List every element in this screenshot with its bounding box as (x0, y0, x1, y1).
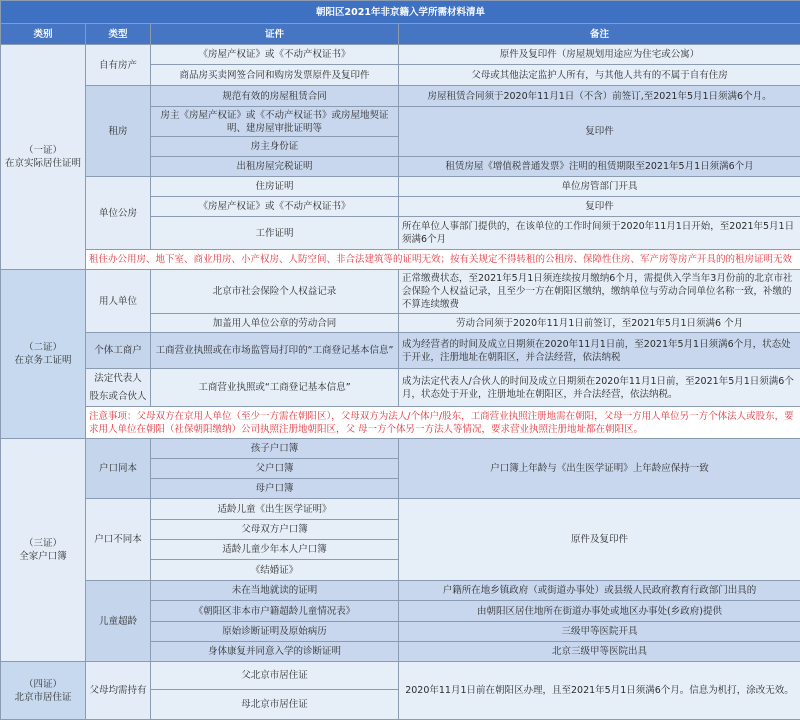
table-row (1, 581, 800, 601)
column-header-document: 证件 (151, 24, 399, 45)
document-cell: 适龄儿童少年本人户口簿 (151, 540, 399, 560)
type-cell-own-property: 自有房产 (86, 45, 151, 86)
remark-cell: 户口簿上年龄与《出生医学证明》上年龄应保持一致 (399, 439, 800, 499)
remark-cell: 原件及复印件（房屋规划用途应为住宅或公寓） (399, 45, 800, 65)
category-label: 北京市居住证 (14, 691, 72, 703)
remark-cell: 所在单位人事部门提供的，在该单位的工作时间须于2020年11月1日开始，至2021年5月1日须满6个月 (399, 217, 800, 250)
type-cell-self-employed: 个体工商户 (86, 333, 151, 369)
category-label: 在京实际居住证明 (4, 158, 81, 169)
remark-cell: 劳动合同须于2020年11月1日前签订，至2021年5月1日须满6 个月 (399, 314, 800, 333)
category-cell-household-register (1, 439, 86, 662)
column-header-category: 类别 (1, 24, 86, 45)
document-cell: 《朝阳区非本市户籍超龄儿童情况表》 (151, 601, 399, 622)
remark-cell: 户籍所在地乡镇政府（或街道办事处）或县级人民政府教育行政部门出具的 (399, 581, 800, 601)
category-cell-employment (1, 270, 86, 439)
document-cell: 加盖用人单位公章的劳动合同 (151, 314, 399, 333)
remark-cell: 北京三级甲等医院出具 (399, 642, 800, 662)
document-cell: 未在当地就读的证明 (151, 581, 399, 601)
document-cell: 房主身份证 (151, 137, 399, 157)
category-cell-residence-permit (1, 662, 86, 720)
column-header-type: 类型 (86, 24, 151, 45)
document-cell: 房主《房屋产权证》或《不动产权证书》或房屋地契证明、建房屋审批证明等 (151, 107, 399, 137)
category-number: （三证） (23, 538, 62, 549)
column-header-row (1, 24, 800, 45)
type-cell-legal-representative (86, 369, 151, 407)
document-cell: 父母双方户口簿 (151, 520, 399, 540)
type-cell-different-register: 户口不同本 (86, 499, 151, 581)
category-label: 全家户口簿 (19, 551, 67, 562)
type-cell-same-register: 户口同本 (86, 439, 151, 499)
category-label: 在京务工证明 (14, 355, 72, 366)
category-number: （二证） (23, 342, 62, 353)
table-row (1, 407, 800, 439)
table-row (1, 662, 800, 690)
table-row (1, 369, 800, 407)
remark-cell: 三级甲等医院开具 (399, 622, 800, 642)
remark-cell: 成为经营者的时间及成立日期须在2020年11月1日前，至2021年5月1日须满6个月，状态处于开业，注册地址在朝阳区，并合法经营，依法纳税 (399, 333, 800, 369)
table-row (1, 439, 800, 459)
title-row (1, 1, 800, 24)
table-row (1, 177, 800, 197)
table-row (1, 45, 800, 65)
remark-cell: 原件及复印件 (399, 499, 800, 581)
document-cell: 工商营业执照或“工商登记基本信息” (151, 369, 399, 407)
warning-note: 注意事项：父母双方在京用人单位（至少一方需在朝阳区），父母双方为法人/个体户/股东，工商营业执照注册地需在朝阳，父母一方用人单位另一方个体法人或股东，要求用人单位在朝阳（社保朝阳缴纳）公司执照注册地朝阳区，父 母一方个体另一方法人等情况，要求营业执照注册地址都在朝阳区。 (86, 407, 800, 439)
document-cell: 工作证明 (151, 217, 399, 250)
document-cell: 身体康复并同意入学的诊断证明 (151, 642, 399, 662)
document-cell: 工商营业执照或在市场监管局打印的“工商登记基本信息” (151, 333, 399, 369)
document-cell: 孩子户口簿 (151, 439, 399, 459)
column-header-remark: 备注 (399, 24, 800, 45)
category-number: （一证） (23, 145, 62, 156)
table-row (1, 333, 800, 369)
type-cell-employer: 用人单位 (86, 270, 151, 333)
document-cell: 父北京市居住证 (151, 662, 399, 690)
category-number: （四证） (23, 678, 62, 690)
table-row (1, 250, 800, 270)
document-cell: 父户口簿 (151, 459, 399, 479)
table-row (1, 499, 800, 520)
remark-cell: 房屋租赁合同须于2020年11月1日（不含）前签订,至2021年5月1日须满6个月。 (399, 86, 800, 107)
warning-note: 租住办公用房、地下室、商业用房、小产权房、人防空间、非合法建筑等的证明无效；按有关规定不得转租的公租房、保障性住房、军产房等房产开具的的租房证明无效 (86, 250, 800, 270)
document-cell: 出租房屋完税证明 (151, 157, 399, 177)
type-cell-rental: 租房 (86, 86, 151, 177)
type-label-line: 法定代表人 (94, 373, 142, 384)
document-cell: 母户口簿 (151, 479, 399, 499)
document-cell: 原始诊断证明及原始病历 (151, 622, 399, 642)
type-cell-overage-child: 儿童超龄 (86, 581, 151, 662)
document-cell: 《结婚证》 (151, 560, 399, 581)
document-cell: 商品房买卖网签合同和购房发票原件及复印件 (151, 65, 399, 86)
remark-cell: 单位房管部门开具 (399, 177, 800, 197)
table-row (1, 86, 800, 107)
document-cell: 北京市社会保险个人权益记录 (151, 270, 399, 314)
remark-cell: 租赁房屋《增值税普通发票》注明的租赁期限至2021年5月1日须满6个月 (399, 157, 800, 177)
remark-cell: 由朝阳区居住地所在街道办事处或地区办事处(乡政府)提供 (399, 601, 800, 622)
remark-cell: 2020年11月1日前在朝阳区办理，且至2021年5月1日须满6个月。信息为机打，涂改无效。 (399, 662, 800, 720)
document-cell: 适龄儿童《出生医学证明》 (151, 499, 399, 520)
type-cell-both-parents: 父母均需持有 (86, 662, 151, 720)
document-cell: 母北京市居住证 (151, 690, 399, 720)
document-title: 朝阳区2021年非京籍入学所需材料清单 (1, 1, 800, 24)
remark-cell: 复印件 (399, 107, 800, 157)
table-row (1, 270, 800, 314)
document-cell: 《房屋产权证》或《不动产权证书》 (151, 45, 399, 65)
type-cell-unit-housing: 单位公房 (86, 177, 151, 250)
document-cell: 规范有效的房屋租赁合同 (151, 86, 399, 107)
type-label-line: 股东或合伙人 (89, 391, 147, 402)
remark-cell: 父母或其他法定监护人所有，与其他人共有的不属于自有住房 (399, 65, 800, 86)
document-cell: 住房证明 (151, 177, 399, 197)
remark-cell: 成为法定代表人/合伙人的时间及成立日期须在2020年11月1日前，至2021年5月1日须满6个月，状态处于开业，注册地址在朝阳区，并合法经营，依法纳税。 (399, 369, 800, 407)
document-cell: 《房屋产权证》或《不动产权证书》 (151, 197, 399, 217)
remark-cell: 正常缴费状态，至2021年5月1日须连续按月缴纳6个月，需提供入学当年3月份前的北京市社会保险个人权益记录，且至少一方在朝阳区缴纳，缴纳单位与劳动合同单位名称一致，补缴的不算连续缴费 (399, 270, 800, 314)
remark-cell: 复印件 (399, 197, 800, 217)
category-cell-residence (1, 45, 86, 270)
